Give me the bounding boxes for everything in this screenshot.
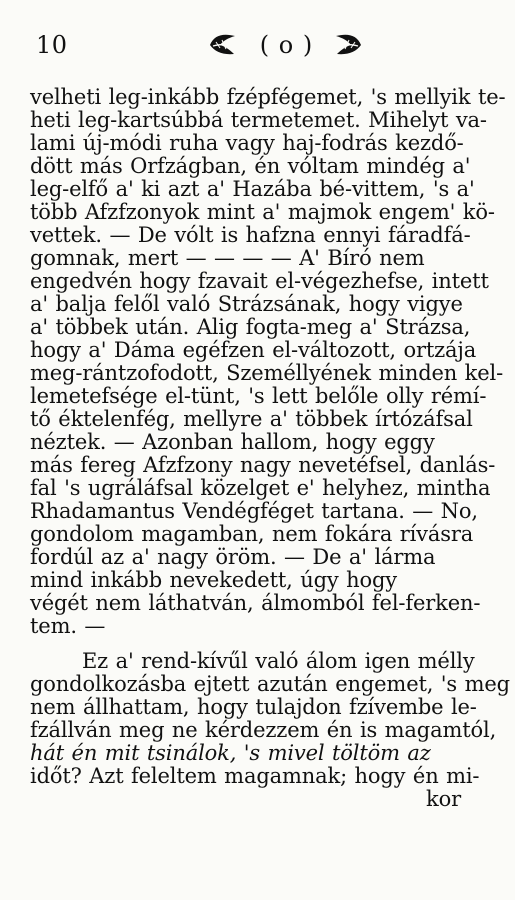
paragraph-2-line-5: hát én mit tsinálok, 's mivel töltöm az — [30, 741, 431, 765]
paragraph-1-line-16: néztek. — Azonban hallom, hogy eggy — [30, 430, 435, 454]
paragraph-1-line-18: fal 's ugráláfsal közelget e' helyhez, mintha — [30, 476, 491, 500]
paragraph-1-line-17: más fereg Afzfzony nagy nevetéfsel, danlás- — [30, 453, 496, 477]
running-head-text: ( o ) — [259, 31, 314, 59]
paragraph-2-line-4: fzállván meg ne kérdezzem én is magamtól, — [30, 718, 497, 742]
paragraph-1-line-10: a' balja felől való Strázsának, hogy vigye — [30, 292, 463, 316]
paragraph-1-line-8: gomnak, mert — — — — A' Bíró nem — [30, 246, 425, 270]
paragraph-1-line-2: heti leg-kartsúbbá termetemet. Mihelyt va- — [30, 108, 487, 132]
paragraph-1-line-24: tem. — — [30, 614, 106, 638]
paragraph-2-line-1: Ez a' rend-kívűl való álom igen mélly — [82, 649, 475, 673]
paragraph-1-line-23: végét nem láthatván, álmomból fel-ferken- — [30, 591, 481, 615]
running-head-center — [206, 30, 366, 60]
paragraph-1-line-3: lami új-módi ruha vagy haj-fodrás kezdő- — [30, 131, 464, 155]
catchword: kor — [426, 787, 461, 811]
paragraph-1-line-15: tő éktelenfég, mellyre a' többek írtózáfsal — [30, 407, 473, 431]
paragraph-1-line-20: gondolom magamban, nem fokára rívásra — [30, 522, 474, 546]
paragraph-2-line-2: gondolkozásba ejtett azután engemet, 's meg — [30, 672, 510, 696]
paragraph-1-line-11: a' többek után. Alig fogta-meg a' Strázsa, — [30, 315, 471, 339]
paragraph-1-line-9: engedvén hogy fzavait el-végezhefse, intett — [30, 269, 489, 293]
paragraph-1-line-6: több Afzfzonyok mint a' majmok engem' kö- — [30, 200, 495, 224]
paragraph-1-line-22: mind inkább nevekedett, úgy hogy — [30, 568, 397, 592]
paragraph-1-line-21: fordúl az a' nagy öröm. — De a' lárma — [30, 545, 436, 569]
paragraph-1-line-12: hogy a' Dáma egéfzen el-változott, ortzája — [30, 338, 477, 362]
leaf-ornament-icon — [331, 30, 365, 60]
paragraph-1-line-19: Rhadamantus Vendégféget tartana. — No, — [30, 499, 478, 523]
page-text — [30, 85, 510, 811]
paragraph-2-line-6: időt? Azt feleltem magamnak; hogy én mi- — [30, 764, 480, 788]
paragraph-1-line-1: velheti leg-inkább fzépfégemet, 's mellyik te- — [30, 85, 506, 109]
paragraph-1-line-14: lemetefsége el-tünt, 's lett belőle olly rémí- — [30, 384, 487, 408]
paragraph-1-line-13: meg-rántzofodott, Személlyének minden kel- — [30, 361, 504, 385]
paragraph-1-line-7: vettek. — De vólt is hafzna ennyi fáradfá- — [30, 223, 471, 247]
page-number: 10 — [36, 31, 68, 59]
running-head — [36, 30, 486, 64]
paragraph-1-line-4: dött más Orfzágban, én vóltam mindég a' — [30, 154, 471, 178]
leaf-ornament-icon — [206, 30, 240, 60]
paragraph-1-line-5: leg-elfő a' ki azt a' Hazába bé-vittem, 's a' — [30, 177, 475, 201]
paragraph-2-line-3: nem állhattam, hogy tulajdon fzívembe le- — [30, 695, 477, 719]
